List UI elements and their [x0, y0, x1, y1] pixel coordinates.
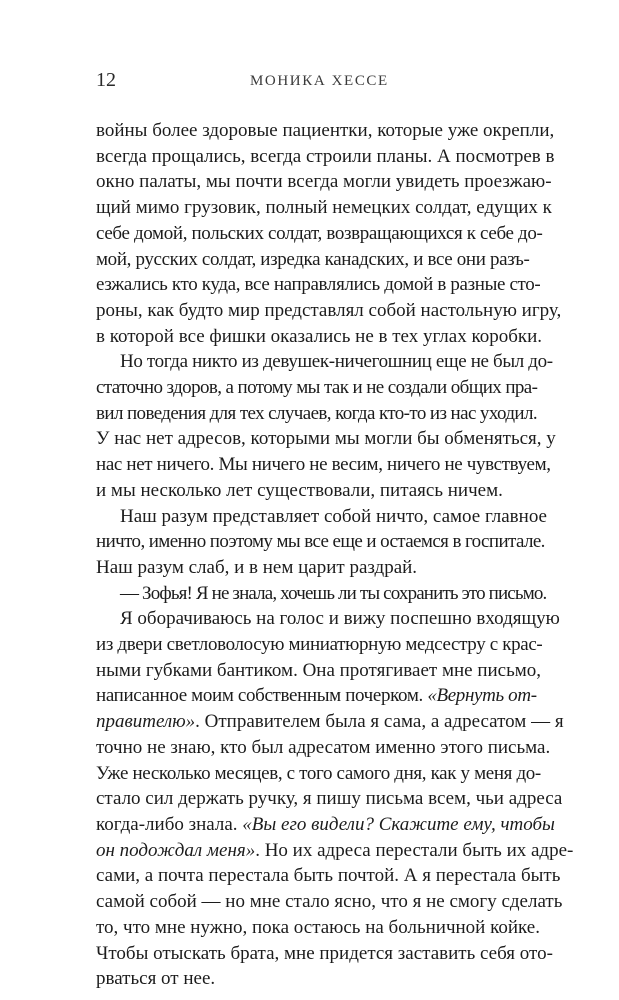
- text-line: нас нет ничего. Мы ничего не весим, ничего не чувствуем,: [96, 454, 551, 476]
- paragraph-5: [96, 606, 574, 992]
- text-line: мой, русских солдат, изредка канадских, и все они разъ-: [96, 248, 530, 270]
- text-line: [96, 838, 574, 864]
- text-line: У нас нет адресов, которыми мы могли бы обменяться, у: [96, 428, 556, 450]
- page-number: 12: [96, 69, 116, 91]
- quoted-italic-text: «Вы его видели? Скажите ему, чтобы: [242, 813, 555, 835]
- text-span: . Но их адреса перестали быть их адре-: [255, 839, 574, 861]
- text-line: Но тогда никто из девушек-ничегошниц еще не был до-: [120, 351, 553, 373]
- text-span: когда-либо знала.: [96, 813, 243, 835]
- text-line: езжались кто куда, все направлялись домой в разные сто-: [96, 274, 541, 296]
- quoted-italic-text: правителю»: [96, 711, 196, 733]
- quoted-italic-text: он подождал меня»: [96, 839, 256, 861]
- text-line: Я оборачиваюсь на голос и вижу поспешно входящую: [120, 608, 560, 630]
- text-line: — Зофья! Я не знала, хочешь ли ты сохранить это письмо.: [120, 582, 547, 604]
- text-line: стало сил держать ручку, я пишу письма всем, чьи адреса: [96, 788, 563, 810]
- paragraph-2: [96, 349, 556, 503]
- text-line: то, что мне нужно, пока остаюсь на больничной койке.: [96, 916, 540, 938]
- paragraph-4-dialogue: [96, 581, 547, 607]
- text-line: рваться от нее.: [96, 968, 216, 990]
- text-line: себе домой, польских солдат, возвращающихся к себе до-: [96, 222, 543, 244]
- text-line: Чтобы отыскать брата, мне придется заставить себя ото-: [96, 942, 553, 964]
- text-line: вил поведения для тех случаев, когда кто-то из нас уходил.: [96, 402, 538, 424]
- text-line: Уже несколько месяцев, с того самого дня, как у меня до-: [96, 762, 541, 784]
- text-line: сами, а почта перестала быть почтой. А я перестала быть: [96, 865, 561, 887]
- text-line: [96, 683, 537, 709]
- text-span: . Отправителем была я сама, а адресатом — я: [195, 711, 564, 733]
- text-line: из двери светловолосую миниатюрную медсестру с крас-: [96, 634, 543, 656]
- page-header: [0, 0, 619, 110]
- text-line: Наш разум слаб, и в нем царит раздрай.: [96, 556, 418, 578]
- text-line: войны более здоровые пациентки, которые уже окрепли,: [96, 120, 555, 141]
- paragraph-1: [96, 118, 562, 349]
- paragraph-3: [96, 504, 547, 581]
- text-line: [96, 709, 564, 735]
- text-span: написанное моим собственным почерком.: [96, 685, 428, 707]
- running-head-author: МОНИКА ХЕССЕ: [250, 73, 389, 89]
- text-line: ничто, именно поэтому мы все еще и остаемся в госпитале.: [96, 531, 545, 553]
- body-text: [96, 118, 574, 992]
- quoted-italic-text: «Вернуть от-: [427, 685, 537, 707]
- text-line: точно не знаю, кто был адресатом именно этого письма.: [96, 736, 551, 758]
- text-line: в которой все фишки оказались не в тех углах коробки.: [96, 325, 543, 347]
- text-line: окно палаты, мы почти всегда могли увидеть проезжаю-: [96, 171, 552, 193]
- text-line: всегда прощались, всегда строили планы. А посмотрев в: [96, 145, 555, 167]
- text-line: самой собой — но мне стало ясно, что я не смогу сделать: [96, 891, 563, 913]
- text-line: и мы несколько лет существовали, питаясь ничем.: [96, 479, 503, 501]
- text-line: статочно здоров, а потому мы так и не создали общих пра-: [96, 377, 538, 399]
- text-line: ными губками бантиком. Она протягивает мне письмо,: [96, 659, 542, 681]
- text-line: щий мимо грузовик, полный немецких солдат, едущих к: [96, 197, 552, 219]
- text-line: Наш разум представляет собой ничто, самое главное: [120, 505, 547, 527]
- text-line: роны, как будто мир представлял собой настольную игру,: [96, 299, 562, 321]
- text-line: [96, 812, 555, 838]
